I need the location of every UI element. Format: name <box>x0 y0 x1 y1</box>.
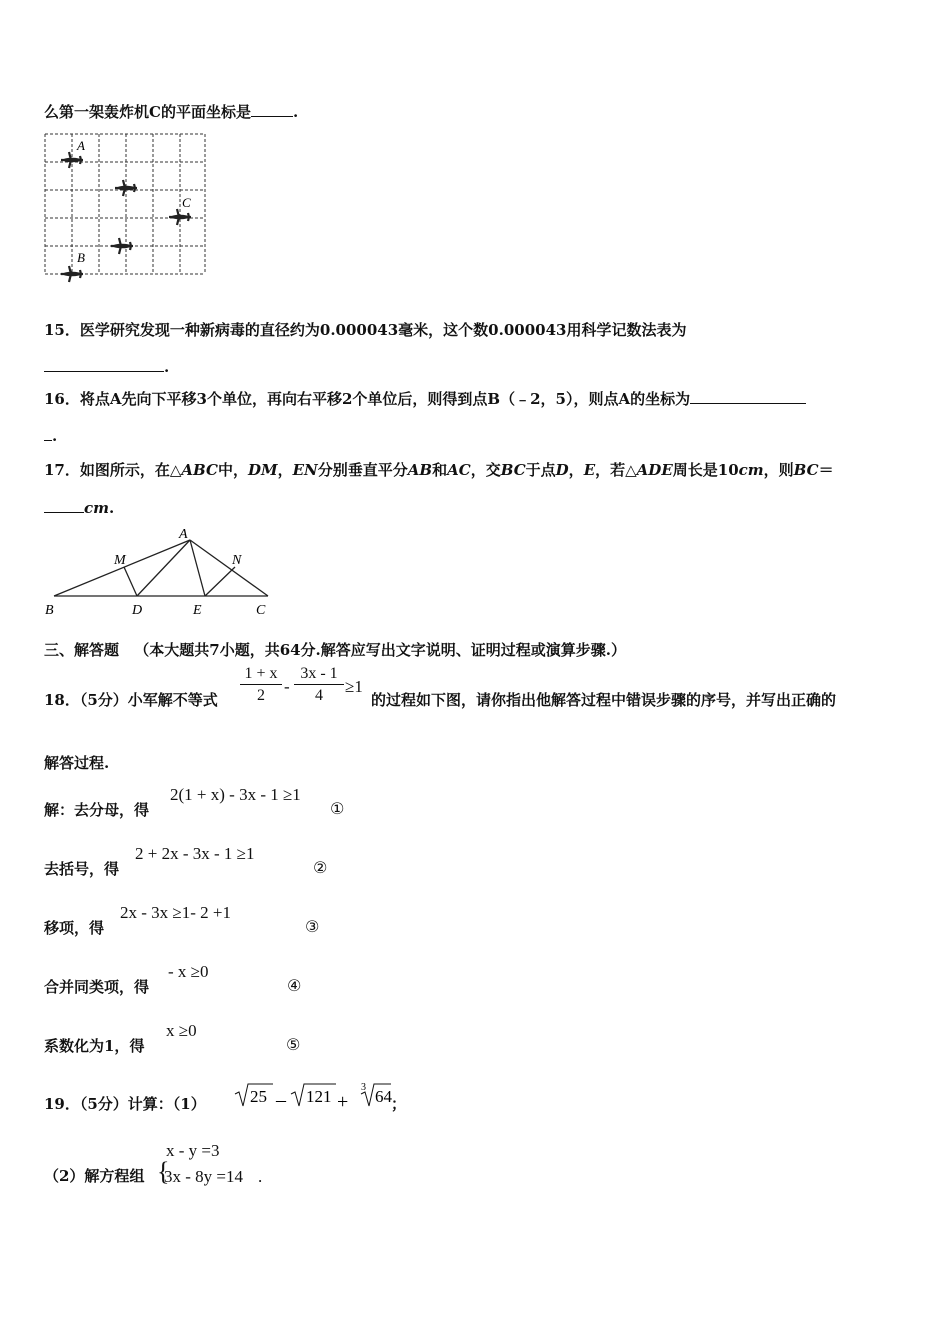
step-5-mark: ⑤ <box>286 1035 301 1054</box>
q17-line2 <box>44 498 114 518</box>
step-1-label: 解：去分母，得 <box>44 801 150 819</box>
step-3-label: 移项，得 <box>44 919 105 937</box>
q17-var: DM <box>247 461 278 479</box>
step-4-expr: - x ≥0 <box>168 962 209 981</box>
step-1-mark: ① <box>330 799 345 818</box>
q19-semicolon: ； <box>391 1095 407 1113</box>
q17-var: BC <box>500 461 526 479</box>
q17-text: ＝ <box>818 461 834 479</box>
q17-text: 周长是10 <box>672 461 739 479</box>
q17-text: 和 <box>432 461 448 479</box>
step-3-mark: ③ <box>305 917 320 936</box>
equation-1: x - y =3 <box>166 1141 220 1160</box>
label-n: N <box>232 553 242 568</box>
fraction-1 <box>240 664 282 707</box>
q17-text: ，则 <box>763 461 794 479</box>
answer-blank <box>44 498 84 513</box>
q18-line2: 解答过程. <box>44 754 110 772</box>
segment-md <box>124 567 137 596</box>
q19-part2: （2）解方程组 <box>44 1167 145 1185</box>
triangle-figure <box>40 524 280 620</box>
segment-ne <box>205 567 235 596</box>
plane-icon <box>111 238 133 254</box>
fraction-2 <box>294 664 344 707</box>
q15-line2 <box>44 357 169 377</box>
period: . <box>109 499 115 517</box>
period: . <box>52 427 58 445</box>
q17-var: E <box>583 461 596 479</box>
minus-sign: - <box>284 677 290 696</box>
answer-blank <box>690 389 806 404</box>
label-b: B <box>77 250 85 265</box>
label-b: B <box>45 603 54 618</box>
q16-text: 16．将点A先向下平移3个单位，再向右平移2个单位后，则得到点B（﹣2，5），则点A的坐标为 <box>44 390 691 408</box>
q17-line1 <box>44 460 834 480</box>
segment-ac <box>190 540 268 596</box>
radicand-121: 121 <box>306 1087 332 1106</box>
step-4-label: 合并同类项，得 <box>44 978 150 996</box>
q17-text: ， <box>277 461 293 479</box>
q17-text: 分别垂直平分 <box>317 461 408 479</box>
label-d: D <box>132 603 143 618</box>
q17-var: cm <box>84 499 110 517</box>
q17-text: ， <box>568 461 584 479</box>
q17-text: 17．如图所示，在△ <box>44 461 182 479</box>
q16-line1 <box>44 389 806 409</box>
step-5-label: 系数化为1，得 <box>44 1037 145 1055</box>
left-brace-icon: { <box>157 1157 170 1186</box>
q16-line2 <box>44 426 57 446</box>
plane-icon <box>115 180 137 196</box>
step-4-mark: ④ <box>287 976 302 995</box>
q19-expression <box>233 1080 403 1116</box>
q17-text: 中， <box>217 461 248 479</box>
answer-blank <box>44 426 52 441</box>
q17-var: AB <box>407 461 433 479</box>
q17-var: D <box>555 461 569 479</box>
section-heading <box>44 640 626 660</box>
section-note: （本大题共7小题，共64分.解答应写出文字说明、证明过程或演算步骤.） <box>134 641 627 659</box>
q17-var: BC <box>793 461 819 479</box>
radicand-25: 25 <box>250 1087 267 1106</box>
radicand-64: 64 <box>375 1087 392 1106</box>
segment-ad <box>137 540 190 596</box>
label-c: C <box>182 195 191 210</box>
plus-sign: + <box>337 1091 349 1113</box>
label-a: A <box>77 138 85 153</box>
answer-blank <box>251 102 293 117</box>
inequality-rhs: ≥1 <box>345 677 363 696</box>
cube-root-index: 3 <box>361 1082 366 1093</box>
q18-tail: 的过程如下图，请你指出他解答过程中错误步骤的序号，并写出正确的 <box>371 691 837 709</box>
step-2-mark: ② <box>313 858 328 877</box>
q17-var: EN <box>292 461 318 479</box>
segment-ba <box>54 540 190 596</box>
q19-lead: 19．（5分）计算：（1） <box>44 1095 206 1113</box>
fraction-2-denominator: 4 <box>315 687 323 704</box>
step-1-expr: 2(1 + x) - 3x - 1 ≥1 <box>170 785 301 804</box>
q17-text: ，若△ <box>595 461 637 479</box>
q17-var: AC <box>447 461 471 479</box>
q17-text: ，交 <box>470 461 501 479</box>
period: . <box>258 1167 263 1186</box>
equation-2: 3x - 8y =14 <box>164 1167 243 1186</box>
section-title: 三、解答题 <box>44 641 120 659</box>
q17-var: cm <box>738 461 764 479</box>
q15-line1: 15．医学研究发现一种新病毒的直径约为0.000043毫米，这个数0.000043用科学记数法表为 <box>44 321 687 339</box>
answer-blank <box>44 357 164 372</box>
q18-lead: 18．（5分）小军解不等式 <box>44 691 218 709</box>
q17-text: 于点 <box>525 461 556 479</box>
q14-text: 么第一架轰炸机C的平面坐标是 <box>44 103 251 121</box>
label-e: E <box>193 603 202 618</box>
grid-figure <box>40 130 215 290</box>
q14-tail <box>44 102 298 122</box>
step-3-expr: 2x - 3x ≥1- 2 +1 <box>120 903 231 922</box>
minus-sign: – <box>276 1089 286 1111</box>
step-2-expr: 2 + 2x - 3x - 1 ≥1 <box>135 844 255 863</box>
step-5-expr: x ≥0 <box>166 1021 197 1040</box>
fraction-1-numerator: 1 + x <box>244 665 278 682</box>
plane-b-icon <box>61 266 83 282</box>
period: . <box>292 103 299 121</box>
label-a: A <box>179 527 188 542</box>
q17-var: ABC <box>181 461 218 479</box>
label-m: M <box>114 553 126 568</box>
q17-var: ADE <box>636 461 673 479</box>
label-c: C <box>256 603 266 618</box>
step-2-label: 去括号，得 <box>44 860 120 878</box>
fraction-2-numerator: 3x - 1 <box>300 665 338 682</box>
fraction-1-denominator: 2 <box>257 687 265 704</box>
period: . <box>164 358 170 376</box>
